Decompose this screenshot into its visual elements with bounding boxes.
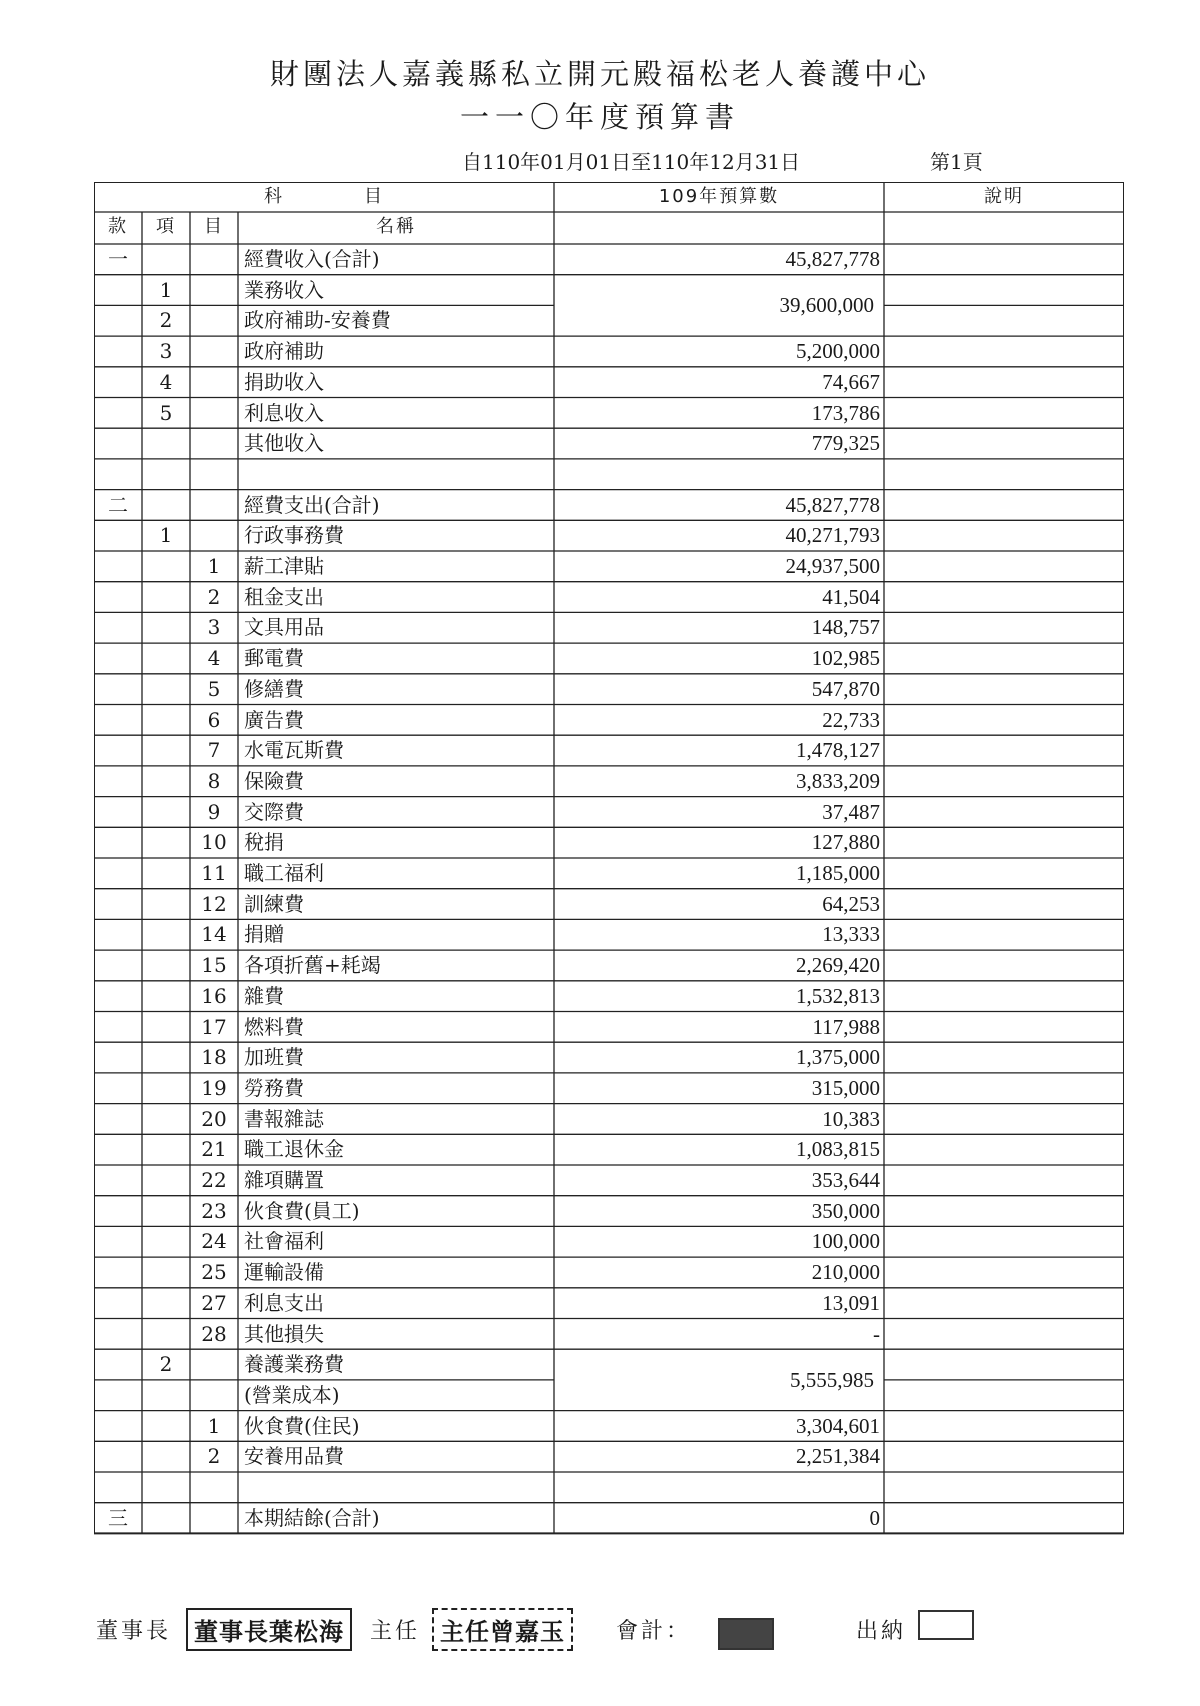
row-mu: 5 <box>207 676 221 701</box>
row-mu: 28 <box>201 1321 227 1346</box>
row-name: 保險費 <box>244 768 304 793</box>
row-mu: 19 <box>201 1075 227 1100</box>
row-name: 經費支出(合計) <box>244 492 380 517</box>
row-name: 運輸設備 <box>244 1260 324 1285</box>
row-mu: 25 <box>201 1260 227 1285</box>
director-stamp: 主任曾嘉玉 <box>432 1608 573 1651</box>
row-name: 職工福利 <box>244 861 324 885</box>
row-name: 利息支出 <box>244 1290 324 1315</box>
row-amount: 353,644 <box>811 1168 880 1192</box>
row-name: 其他收入 <box>244 431 324 456</box>
row-mu: 20 <box>201 1106 227 1131</box>
row-mu: 11 <box>201 861 227 885</box>
budget-table <box>94 182 1124 1574</box>
row-amount: 5,200,000 <box>796 339 880 364</box>
chairman-stamp: 董事長葉松海 <box>186 1608 352 1651</box>
row-amount: 102,985 <box>811 646 880 671</box>
header-xiang: 項 <box>156 216 176 237</box>
merged-amount-care: 5,555,985 <box>790 1367 874 1392</box>
row-name: 水電瓦斯費 <box>244 738 344 763</box>
row-name: 訓練費 <box>244 891 304 916</box>
row-amount: 1,185,000 <box>796 861 880 885</box>
row-mu: 2 <box>207 584 221 609</box>
row-amount: 117,988 <box>812 1014 880 1039</box>
row-mu: 18 <box>201 1045 227 1070</box>
row-mu: 12 <box>201 891 227 916</box>
row-amount: 13,091 <box>822 1290 880 1315</box>
row-name: 雜費 <box>244 983 284 1008</box>
row-mu: 14 <box>201 922 227 947</box>
accountant-seal <box>718 1618 774 1650</box>
row-name: 文具用品 <box>244 615 324 640</box>
row-xiang: 1 <box>159 523 173 548</box>
cashier-label: 出納 <box>856 1619 907 1644</box>
row-name: 各項折舊+耗竭 <box>244 953 381 978</box>
row-xiang: 3 <box>159 339 173 364</box>
row-mu: 24 <box>201 1229 227 1254</box>
row-name: 勞務費 <box>244 1075 304 1100</box>
row-kuan: 一 <box>108 247 128 271</box>
row-name: 利息收入 <box>244 400 324 425</box>
row-xiang: 1 <box>159 277 173 302</box>
row-amount: 40,271,793 <box>785 523 880 548</box>
row-name: 伙食費(員工) <box>244 1198 360 1223</box>
row-amount: 779,325 <box>811 431 880 456</box>
row-amount: 3,304,601 <box>796 1413 880 1438</box>
row-amount: 45,827,778 <box>785 492 880 517</box>
row-amount: 1,478,127 <box>796 738 880 763</box>
merged-amount-income: 39,600,000 <box>779 293 874 318</box>
row-amount: - <box>873 1321 880 1346</box>
header-kuan: 款 <box>108 216 128 237</box>
row-amount: 2,251,384 <box>796 1444 880 1469</box>
accountant-label: 會計： <box>616 1619 692 1644</box>
row-amount: 74,667 <box>822 369 880 394</box>
header-amount: 109年預算數 <box>658 186 780 207</box>
row-name: 修繕費 <box>244 676 304 701</box>
row-mu: 23 <box>201 1198 227 1223</box>
row-mu: 6 <box>207 707 221 732</box>
row-name: 薪工津貼 <box>244 554 324 578</box>
row-xiang: 4 <box>159 369 173 394</box>
row-kuan: 二 <box>108 492 128 517</box>
row-mu: 4 <box>207 646 221 671</box>
row-name: 郵電費 <box>244 646 304 671</box>
signature-footer <box>0 1604 1200 1664</box>
header-remark: 說明 <box>984 186 1024 207</box>
row-name: 書報雜誌 <box>244 1106 324 1131</box>
row-amount: 1,532,813 <box>796 983 880 1008</box>
row-amount: 148,757 <box>811 615 880 640</box>
row-name: 捐贈 <box>244 922 284 947</box>
row-name: 交際費 <box>244 799 304 824</box>
chairman-label: 董事長 <box>96 1619 172 1644</box>
row-mu: 17 <box>201 1014 227 1039</box>
page-number: 第1頁 <box>930 150 983 174</box>
row-name: 燃料費 <box>244 1014 304 1039</box>
row-amount: 10,383 <box>822 1106 880 1131</box>
row-mu: 9 <box>207 799 221 824</box>
row-amount: 210,000 <box>811 1260 880 1285</box>
row-amount: 0 <box>869 1505 880 1530</box>
row-name: 政府補助-安養費 <box>244 308 391 333</box>
row-amount: 3,833,209 <box>796 768 880 793</box>
row-name: 養護業務費 <box>244 1352 344 1377</box>
row-mu: 15 <box>201 953 227 978</box>
row-mu: 10 <box>201 830 227 855</box>
row-amount: 13,333 <box>822 922 880 947</box>
row-amount: 1,083,815 <box>796 1137 880 1162</box>
row-name: 租金支出 <box>244 584 324 609</box>
row-amount: 315,000 <box>811 1075 880 1100</box>
row-mu: 3 <box>207 615 221 640</box>
row-name: (營業成本) <box>244 1382 340 1407</box>
row-xiang: 2 <box>159 308 173 333</box>
row-name: 其他損失 <box>244 1321 324 1346</box>
row-name: 本期結餘(合計) <box>244 1505 380 1530</box>
row-mu: 21 <box>201 1137 227 1162</box>
row-mu: 8 <box>207 768 221 793</box>
row-name: 職工退休金 <box>244 1137 344 1162</box>
row-mu: 7 <box>207 738 221 763</box>
org-title: 財團法人嘉義縣私立開元殿福松老人養護中心 <box>269 57 930 91</box>
header-name: 名稱 <box>376 216 416 237</box>
row-name: 加班費 <box>244 1045 304 1070</box>
cashier-seal <box>918 1610 974 1640</box>
row-name: 捐助收入 <box>244 369 324 394</box>
row-name: 廣告費 <box>244 707 304 732</box>
row-mu: 1 <box>207 1413 221 1438</box>
row-mu: 1 <box>207 554 221 578</box>
row-mu: 2 <box>207 1444 221 1469</box>
row-amount: 22,733 <box>822 707 880 732</box>
row-xiang: 2 <box>159 1352 173 1377</box>
row-amount: 41,504 <box>822 584 880 609</box>
row-amount: 350,000 <box>811 1198 880 1223</box>
document-title: 一一〇年度預算書 <box>459 100 740 134</box>
row-name: 政府補助 <box>244 339 324 364</box>
row-amount: 45,827,778 <box>785 247 880 271</box>
period-range: 自110年01月01日至110年12月31日 <box>462 150 801 174</box>
row-name: 業務收入 <box>244 277 324 302</box>
row-kuan: 三 <box>108 1505 128 1530</box>
row-amount: 24,937,500 <box>785 554 880 578</box>
row-amount: 100,000 <box>811 1229 880 1254</box>
row-xiang: 5 <box>159 400 173 425</box>
row-name: 社會福利 <box>244 1229 324 1254</box>
row-amount: 547,870 <box>811 676 880 701</box>
row-name: 經費收入(合計) <box>244 247 380 271</box>
row-name: 行政事務費 <box>244 523 344 548</box>
director-label: 主任 <box>370 1619 421 1644</box>
row-amount: 37,487 <box>822 799 880 824</box>
row-mu: 27 <box>201 1290 227 1315</box>
row-name: 伙食費(住民) <box>244 1413 360 1438</box>
row-name: 雜項購置 <box>244 1168 324 1192</box>
row-amount: 64,253 <box>822 891 880 916</box>
row-name: 稅捐 <box>244 830 284 855</box>
row-amount: 173,786 <box>811 400 880 425</box>
header-mu: 目 <box>204 216 224 237</box>
row-amount: 127,880 <box>811 830 880 855</box>
header-subject: 科 目 <box>264 186 384 207</box>
row-amount: 1,375,000 <box>796 1045 880 1070</box>
row-mu: 22 <box>201 1168 227 1192</box>
row-mu: 16 <box>201 983 227 1008</box>
row-amount: 2,269,420 <box>796 953 880 978</box>
row-name: 安養用品費 <box>244 1444 344 1469</box>
